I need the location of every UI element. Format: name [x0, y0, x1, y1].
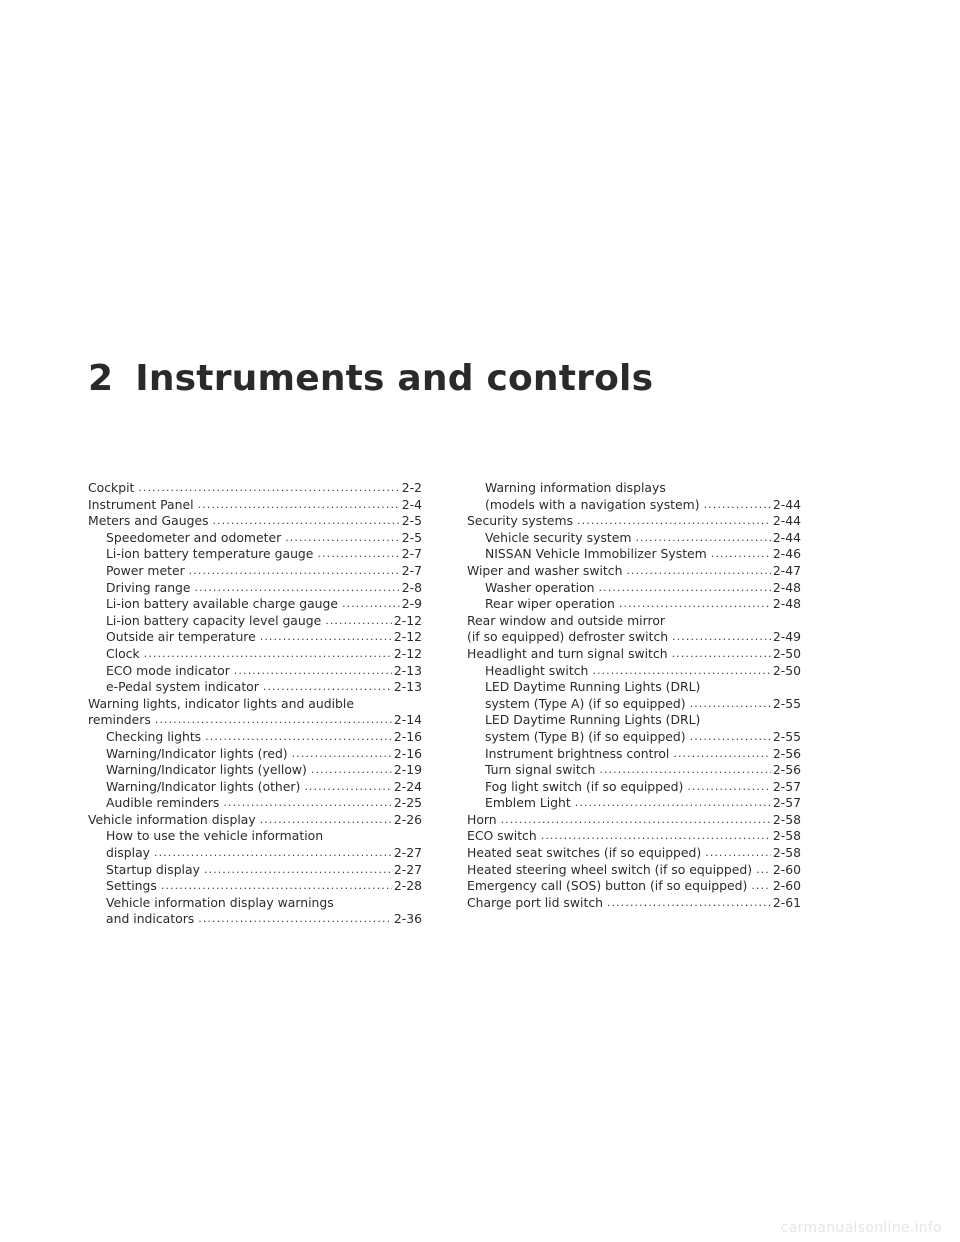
toc-entry-title: Settings — [106, 878, 157, 894]
toc-entry[interactable] — [467, 845, 801, 862]
toc-entry-title: Driving range — [106, 579, 191, 595]
toc-entry[interactable] — [88, 779, 422, 796]
dot-leader — [751, 878, 771, 895]
toc-entry-page: 2-50 — [772, 662, 801, 678]
toc-entry[interactable] — [467, 563, 801, 580]
toc-entry-page: 2-19 — [393, 762, 422, 778]
toc-entry[interactable] — [467, 746, 801, 763]
toc-entry-page: 2-46 — [772, 546, 801, 562]
toc-entry[interactable] — [467, 646, 801, 663]
toc-entry-title: NISSAN Vehicle Immobilizer System — [485, 546, 707, 562]
toc-entry-first-line: LED Daytime Running Lights (DRL) — [485, 679, 701, 695]
toc-entry-page: 2-61 — [772, 894, 801, 910]
dot-leader — [144, 646, 392, 663]
toc-entry[interactable] — [88, 480, 422, 497]
dot-leader — [263, 679, 392, 696]
dot-leader — [599, 580, 771, 597]
toc-entry-title: and indicators — [106, 911, 195, 927]
toc-entry[interactable] — [467, 878, 801, 895]
toc-entry[interactable] — [88, 862, 422, 879]
dot-leader — [161, 878, 392, 895]
toc-entry[interactable] — [467, 779, 801, 796]
toc-entry-page: 2-56 — [772, 745, 801, 761]
toc-entry-title: Security systems — [467, 513, 574, 529]
dot-leader — [541, 828, 771, 845]
dot-leader — [626, 563, 770, 580]
toc-entry-title: reminders — [88, 712, 151, 728]
toc-entry-page: 2-60 — [772, 878, 801, 894]
dot-leader — [260, 629, 392, 646]
toc-entry-title: Headlight switch — [485, 662, 589, 678]
toc-entry[interactable] — [88, 663, 422, 680]
dot-leader — [575, 795, 771, 812]
toc-entry-page: 2-48 — [772, 579, 801, 595]
toc-entry[interactable] — [467, 895, 801, 912]
dot-leader — [592, 663, 771, 680]
toc-entry[interactable] — [88, 646, 422, 663]
toc-entry-page: 2-5 — [401, 513, 422, 529]
toc-entry-title: Emblem Light — [485, 795, 571, 811]
toc-entry-title: Checking lights — [106, 728, 202, 744]
toc-entry[interactable] — [88, 530, 422, 547]
toc-entry-title: display — [106, 845, 150, 861]
toc-entry[interactable] — [88, 911, 422, 928]
toc-entry[interactable] — [88, 497, 422, 514]
dot-leader — [599, 762, 771, 779]
toc-entry[interactable] — [467, 663, 801, 680]
toc-entry[interactable] — [88, 812, 422, 829]
toc-entry-title: Meters and Gauges — [88, 513, 209, 529]
toc-entry-first-line: LED Daytime Running Lights (DRL) — [485, 712, 701, 728]
toc-entry-first-line: How to use the vehicle information — [106, 828, 324, 844]
toc-entry-page: 2-57 — [772, 795, 801, 811]
toc-entry[interactable] — [88, 746, 422, 763]
toc-entry-page: 2-14 — [393, 712, 422, 728]
toc-entry-page: 2-7 — [401, 562, 422, 578]
toc-entry-title: Outside air temperature — [106, 629, 256, 645]
toc-entry-title: Wiper and washer switch — [467, 562, 623, 578]
toc-entry-title: Headlight and turn signal switch — [467, 645, 668, 661]
toc-entry[interactable] — [88, 878, 422, 895]
dot-leader — [317, 546, 399, 563]
toc-entry-page: 2-44 — [772, 496, 801, 512]
toc-entry-page: 2-56 — [772, 762, 801, 778]
toc-entry-first-line: Vehicle information display warnings — [106, 894, 334, 910]
dot-leader — [285, 530, 400, 547]
toc-entry-title: Vehicle security system — [485, 529, 632, 545]
toc-entry-page: 2-7 — [401, 546, 422, 562]
toc-entry[interactable] — [467, 828, 801, 845]
toc-entry-title: Horn — [467, 811, 497, 827]
dot-leader — [672, 629, 771, 646]
toc-entry-title: Startup display — [106, 861, 200, 877]
toc-entry-page: 2-55 — [772, 728, 801, 744]
toc-entry-page: 2-2 — [401, 480, 422, 495]
watermark: carmanualsonline.info — [780, 1220, 942, 1236]
toc-entry-first-line: Warning information displays — [485, 480, 666, 495]
dot-leader — [198, 497, 400, 514]
dot-leader — [154, 845, 392, 862]
dot-leader — [155, 712, 392, 729]
toc-entry[interactable] — [467, 862, 801, 879]
toc-entry-title: Turn signal switch — [485, 762, 596, 778]
dot-leader — [687, 779, 771, 796]
toc-entry[interactable] — [88, 795, 422, 812]
toc-entry-title: Speedometer and odometer — [106, 529, 282, 545]
toc-entry-title: Instrument Panel — [88, 496, 194, 512]
toc-entry[interactable] — [88, 845, 422, 862]
dot-leader — [292, 746, 392, 763]
toc-entry-page: 2-28 — [393, 878, 422, 894]
dot-leader — [619, 596, 771, 613]
toc-column-left — [88, 480, 422, 928]
dot-leader — [205, 729, 392, 746]
dot-leader — [711, 546, 771, 563]
toc-entry-first-line: Rear window and outside mirror — [467, 612, 666, 628]
toc-entry[interactable] — [467, 729, 801, 746]
toc-entry-title: Power meter — [106, 562, 185, 578]
dot-leader — [577, 513, 771, 530]
toc-entry-title: Heated seat switches (if so equipped) — [467, 845, 702, 861]
dot-leader — [204, 862, 392, 879]
toc-entry-first-line: Warning lights, indicator lights and audible — [88, 695, 354, 711]
toc-entry[interactable] — [467, 629, 801, 646]
toc-entry-title: Cockpit — [88, 480, 135, 495]
toc-entry-page: 2-16 — [393, 745, 422, 761]
toc-entry-page: 2-58 — [772, 845, 801, 861]
toc-entry[interactable] — [467, 696, 801, 713]
toc-entry-page: 2-12 — [393, 629, 422, 645]
toc-entry[interactable] — [467, 762, 801, 779]
toc-entry-page: 2-8 — [401, 579, 422, 595]
toc-entry-title: ECO mode indicator — [106, 662, 230, 678]
toc-entry-page: 2-4 — [401, 496, 422, 512]
dot-leader — [234, 663, 392, 680]
dot-leader — [690, 696, 771, 713]
toc-entry[interactable] — [88, 563, 422, 580]
dot-leader — [635, 530, 770, 547]
dot-leader — [311, 762, 392, 779]
toc-entry-title: Fog light switch (if so equipped) — [485, 778, 684, 794]
toc-entry-page: 2-50 — [772, 645, 801, 661]
dot-leader — [607, 895, 771, 912]
toc-entry[interactable] — [467, 530, 801, 547]
toc-entry-title: Li-ion battery available charge gauge — [106, 596, 339, 612]
toc-entry-title: Charge port lid switch — [467, 894, 603, 910]
toc-entry-title: Washer operation — [485, 579, 595, 595]
toc-entry-title: Vehicle information display — [88, 811, 256, 827]
toc-entry-page: 2-5 — [401, 529, 422, 545]
toc-entry[interactable] — [88, 613, 422, 630]
toc-entry[interactable] — [467, 546, 801, 563]
chapter-name: Instruments and controls — [135, 358, 654, 399]
toc-entry[interactable] — [88, 629, 422, 646]
toc-entry-page: 2-12 — [393, 645, 422, 661]
toc-entry[interactable] — [88, 546, 422, 563]
toc-entry-title: Warning/Indicator lights (other) — [106, 778, 301, 794]
toc-entry-page: 2-47 — [772, 562, 801, 578]
dot-leader — [213, 513, 400, 530]
toc-entry-title: Warning/Indicator lights (red) — [106, 745, 288, 761]
dot-leader — [138, 480, 399, 497]
toc-entry-page: 2-44 — [772, 529, 801, 545]
toc-entry-page: 2-25 — [393, 795, 422, 811]
toc-entry-title: ECO switch — [467, 828, 537, 844]
toc-entry-page: 2-44 — [772, 513, 801, 529]
dot-leader — [705, 845, 771, 862]
toc-entry[interactable] — [467, 580, 801, 597]
toc-entry-title: Warning/Indicator lights (yellow) — [106, 762, 307, 778]
toc-column-right — [467, 480, 801, 911]
dot-leader — [260, 812, 392, 829]
toc-entry-page: 2-12 — [393, 612, 422, 628]
toc-entry-title: system (Type B) (if so equipped) — [485, 728, 686, 744]
dot-leader — [673, 746, 771, 763]
toc-entry[interactable] — [88, 729, 422, 746]
toc-entry-page: 2-48 — [772, 596, 801, 612]
toc-entry[interactable] — [467, 497, 801, 514]
toc-entry[interactable] — [88, 679, 422, 696]
toc-entry[interactable] — [88, 513, 422, 530]
chapter-number: 2 — [88, 358, 114, 399]
toc-entry[interactable] — [88, 580, 422, 597]
dot-leader — [756, 862, 771, 879]
toc-entry[interactable] — [467, 812, 801, 829]
toc-entry-title: (models with a navigation system) — [485, 496, 700, 512]
toc-entry-page: 2-49 — [772, 629, 801, 645]
toc-entry-page: 2-55 — [772, 695, 801, 711]
dot-leader — [189, 563, 400, 580]
toc-entry-page: 2-27 — [393, 845, 422, 861]
toc-entry-title: Emergency call (SOS) button (if so equipped) — [467, 878, 748, 894]
toc-entry[interactable] — [467, 513, 801, 530]
toc-entry-page: 2-9 — [401, 596, 422, 612]
dot-leader — [325, 613, 392, 630]
toc-entry-page: 2-57 — [772, 778, 801, 794]
toc-entry-title: Heated steering wheel switch (if so equipped) — [467, 861, 753, 877]
toc-entry[interactable] — [88, 596, 422, 613]
toc-entry[interactable] — [88, 762, 422, 779]
toc-entry-title: Li-ion battery temperature gauge — [106, 546, 314, 562]
dot-leader — [304, 779, 392, 796]
toc-entry-page: 2-24 — [393, 778, 422, 794]
toc-entry-title: Instrument brightness control — [485, 745, 670, 761]
dot-leader — [501, 812, 771, 829]
toc-entry-title: Clock — [106, 645, 140, 661]
toc-entry-page: 2-26 — [393, 811, 422, 827]
dot-leader — [704, 497, 771, 514]
toc-entry-title: system (Type A) (if so equipped) — [485, 695, 686, 711]
toc-entry-page: 2-60 — [772, 861, 801, 877]
toc-entry-title: (if so equipped) defroster switch — [467, 629, 669, 645]
toc-entry-page: 2-27 — [393, 861, 422, 877]
toc-entry-page: 2-13 — [393, 662, 422, 678]
dot-leader — [672, 646, 771, 663]
dot-leader — [690, 729, 771, 746]
dot-leader — [342, 596, 400, 613]
dot-leader — [195, 580, 400, 597]
dot-leader — [198, 911, 392, 928]
toc-entry-page: 2-58 — [772, 811, 801, 827]
toc-entry-title: Li-ion battery capacity level gauge — [106, 612, 322, 628]
dot-leader — [223, 795, 392, 812]
toc-entry[interactable] — [467, 795, 801, 812]
toc-entry[interactable] — [88, 712, 422, 729]
toc-entry-title: Rear wiper operation — [485, 596, 615, 612]
toc-entry[interactable] — [467, 596, 801, 613]
toc-entry-page: 2-16 — [393, 728, 422, 744]
toc-entry-title: e-Pedal system indicator — [106, 679, 259, 695]
toc-entry-page: 2-58 — [772, 828, 801, 844]
toc-entry-title: Audible reminders — [106, 795, 220, 811]
toc-entry-page: 2-36 — [393, 911, 422, 927]
chapter-title — [88, 358, 653, 399]
toc-entry-page: 2-13 — [393, 679, 422, 695]
